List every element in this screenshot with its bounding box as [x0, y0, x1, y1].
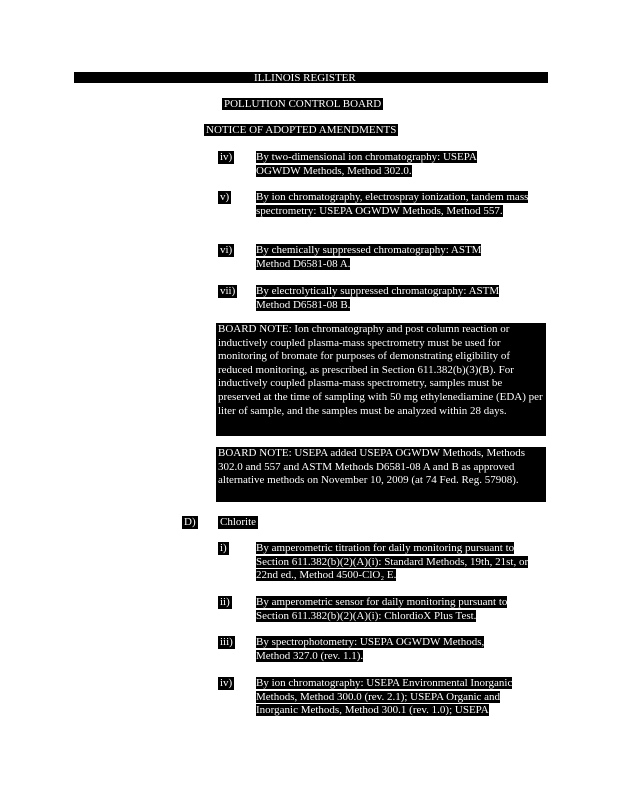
item-text: By chemically suppressed chromatography: ASTM Method D6581-08 A. [256, 244, 482, 270]
notice-title: NOTICE OF ADOPTED AMENDMENTS [206, 124, 397, 136]
board-title: POLLUTION CONTROL BOARD [224, 98, 382, 110]
item-text: By amperometric titration for daily monitoring pursuant to Section 611.382(b)(2)(A)(i): Standard Methods, 19th, 21st, or 22nd ed., Method 4500-ClO₂ E. [256, 542, 529, 582]
item-marker: i) [220, 542, 227, 554]
item-text: By ion chromatography: USEPA Environmental Inorganic Methods, Method 300.0 (rev. 2.1); USEPA Organic and Inorganic Methods, Method 300.1 (rev. 1.0); USEPA [256, 677, 513, 717]
item-marker: ii) [220, 596, 230, 608]
section-marker: D) [184, 516, 196, 528]
item-text: By amperometric sensor for daily monitoring pursuant to Section 611.382(b)(2)(A)(i): ChlordioX Plus Test. [256, 596, 508, 622]
item-marker: vii) [220, 285, 236, 297]
item-text: By ion chromatography, electrospray ionization, tandem mass spectrometry: USEPA OGWDW Methods, Method 557. [256, 191, 529, 217]
item-marker: vi) [220, 244, 233, 256]
item-marker: v) [220, 191, 230, 203]
item-text: By spectrophotometry: USEPA OGWDW Methods, Method 327.0 (rev. 1.1). [256, 636, 485, 662]
item-text: By two-dimensional ion chromatography: USEPA OGWDW Methods, Method 302.0. [256, 151, 477, 177]
register-title: ILLINOIS REGISTER [254, 72, 356, 84]
item-marker: iv) [220, 151, 233, 163]
section-title: Chlorite [220, 516, 257, 528]
item-marker: iii) [220, 636, 233, 648]
board-note: BOARD NOTE: Ion chromatography and post column reaction or inductively coupled plasma-mass spectrometry must be used for monitoring of bromate for purposes of demonstrating eligibility of reduced monitoring, as prescribed in Section 611.382(b)(3)(B). For inductively coupled plasma-mass spectrometry, samples must be preserved at the time of sampling with 50 mg ethylenediamine (EDA) per liter of sample, and the samples must be analyzed within 28 days. [216, 323, 546, 436]
board-note: BOARD NOTE: USEPA added USEPA OGWDW Methods, Methods 302.0 and 557 and ASTM Methods D6581-08 A and B as approved alternative methods on November 10, 2009 (at 74 Fed. Reg. 57908). [216, 447, 546, 502]
item-text: By electrolytically suppressed chromatography: ASTM Method D6581-08 B. [256, 285, 500, 311]
item-marker: iv) [220, 677, 233, 689]
